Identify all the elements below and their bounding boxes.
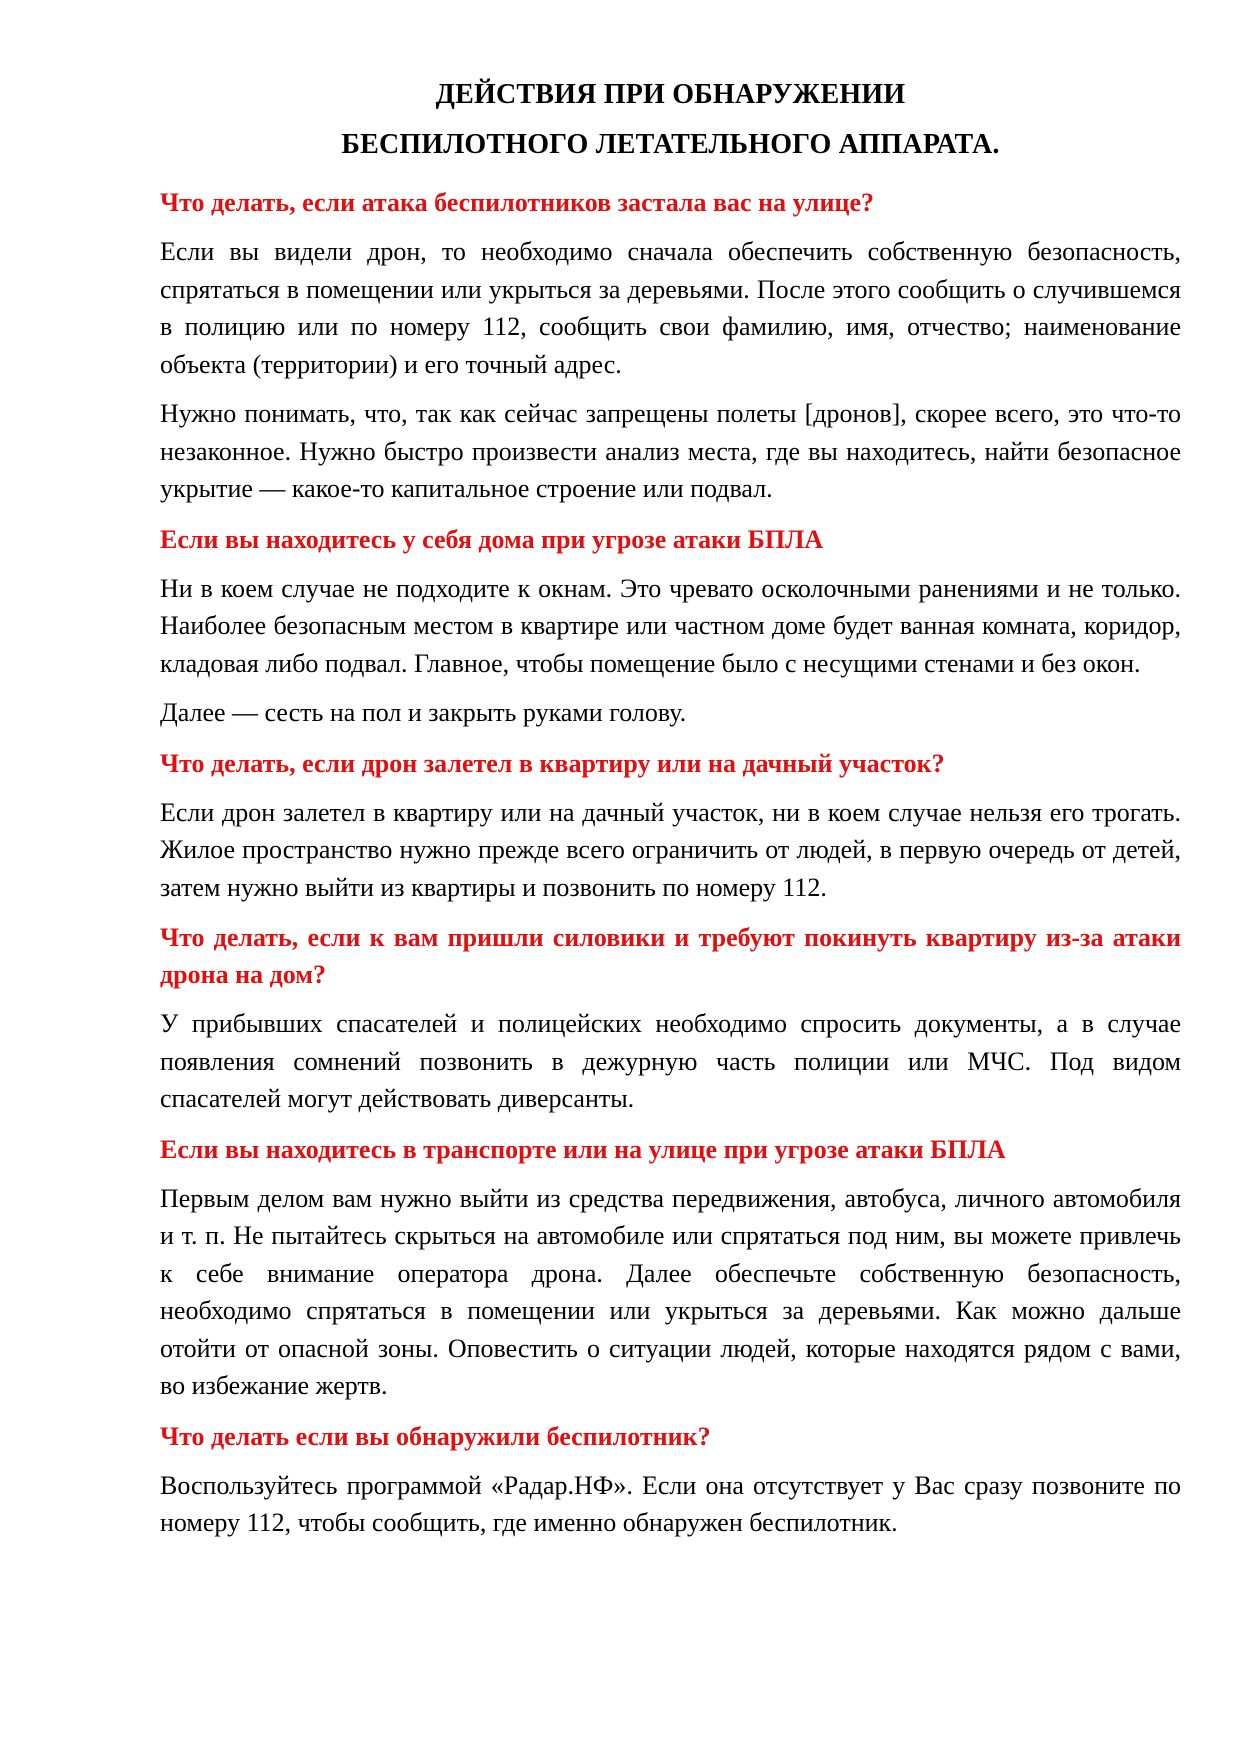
section-heading-at-home: Если вы находитесь у себя дома при угрозе атаки БПЛА	[160, 524, 824, 554]
document-title-line-2: БЕСПИЛОТНОГО ЛЕТАТЕЛЬНОГО АППАРАТА.	[341, 129, 1000, 160]
paragraph-at-home-2: Далее — сесть на пол и закрыть руками голову.	[160, 698, 687, 727]
paragraph-drone-in-apartment-1: Если дрон залетел в квартиру или на дачный участок, ни в коем случае нельзя его трогать. Жилое пространство нужно прежде всего ограничить от людей, в первую очередь от детей, затем нужно выйти из квартиры и позвонить по номеру 112.	[160, 797, 1181, 902]
paragraph-discovered-drone-1: Воспользуйтесь программой «Радар.НФ». Если она отсутствует у Вас сразу позвоните по номеру 112, чтобы сообщить, где именно обнаружен беспилотник.	[160, 1470, 1181, 1537]
paragraph-in-transport-1: Первым делом вам нужно выйти из средства передвижения, автобуса, личного автомобиля и т. п. Не пытайтесь скрыться на автомобиле или спрятаться под ним, вы можете привлечь к себе внимание оператора дрона. Далее обеспечьте собственную безопасность, необходимо спрятаться в помещении или укрыться за деревьями. Как можно дальше отойти от опасной зоны. Оповестить о ситуации людей, которые находятся рядом с вами, во избежание жертв.	[160, 1183, 1181, 1400]
section-heading-security-forces: Что делать, если к вам пришли силовики и требуют покинуть квартиру из-за атаки дрона на дом?	[160, 923, 1181, 989]
paragraph-street-attack-2: Нужно понимать, что, так как сейчас запрещены полеты [дронов], скорее всего, это что-то незаконное. Нужно быстро произвести анализ места, где вы находитесь, найти безопасное укрытие — какое-то капитальное строение или подвал.	[160, 399, 1181, 503]
paragraph-security-forces-1: У прибывших спасателей и полицейских необходимо спросить документы, а в случае появления сомнений позвонить в дежурную часть полиции или МЧС. Под видом спасателей могут действовать диверсанты.	[160, 1009, 1181, 1113]
section-heading-drone-in-apartment: Что делать, если дрон залетел в квартиру или на дачный участок?	[160, 748, 945, 778]
document-title-line-1: ДЕЙСТВИЯ ПРИ ОБНАРУЖЕНИИ	[435, 79, 906, 110]
document-title	[160, 70, 1181, 170]
section-heading-street-attack: Что делать, если атака беспилотников застала вас на улице?	[160, 188, 875, 217]
paragraph-at-home-1: Ни в коем случае не подходите к окнам. Это чревато осколочными ранениями и не только. Наиболее безопасным местом в квартире или частном доме будет ванная комната, коридор, кладовая либо подвал. Главное, чтобы помещение было с несущими стенами и без окон.	[160, 573, 1181, 678]
paragraph-street-attack-1: Если вы видели дрон, то необходимо сначала обеспечить собственную безопасность, спрятаться в помещении или укрыться за деревьями. После этого сообщить о случившемся в полицию или по номеру 112, сообщить свои фамилию, имя, отчество; наименование объекта (территории) и его точный адрес.	[160, 237, 1181, 379]
section-heading-in-transport: Если вы находитесь в транспорте или на улице при угрозе атаки БПЛА	[160, 1134, 1006, 1164]
section-heading-discovered-drone: Что делать если вы обнаружили беспилотник?	[160, 1421, 711, 1451]
